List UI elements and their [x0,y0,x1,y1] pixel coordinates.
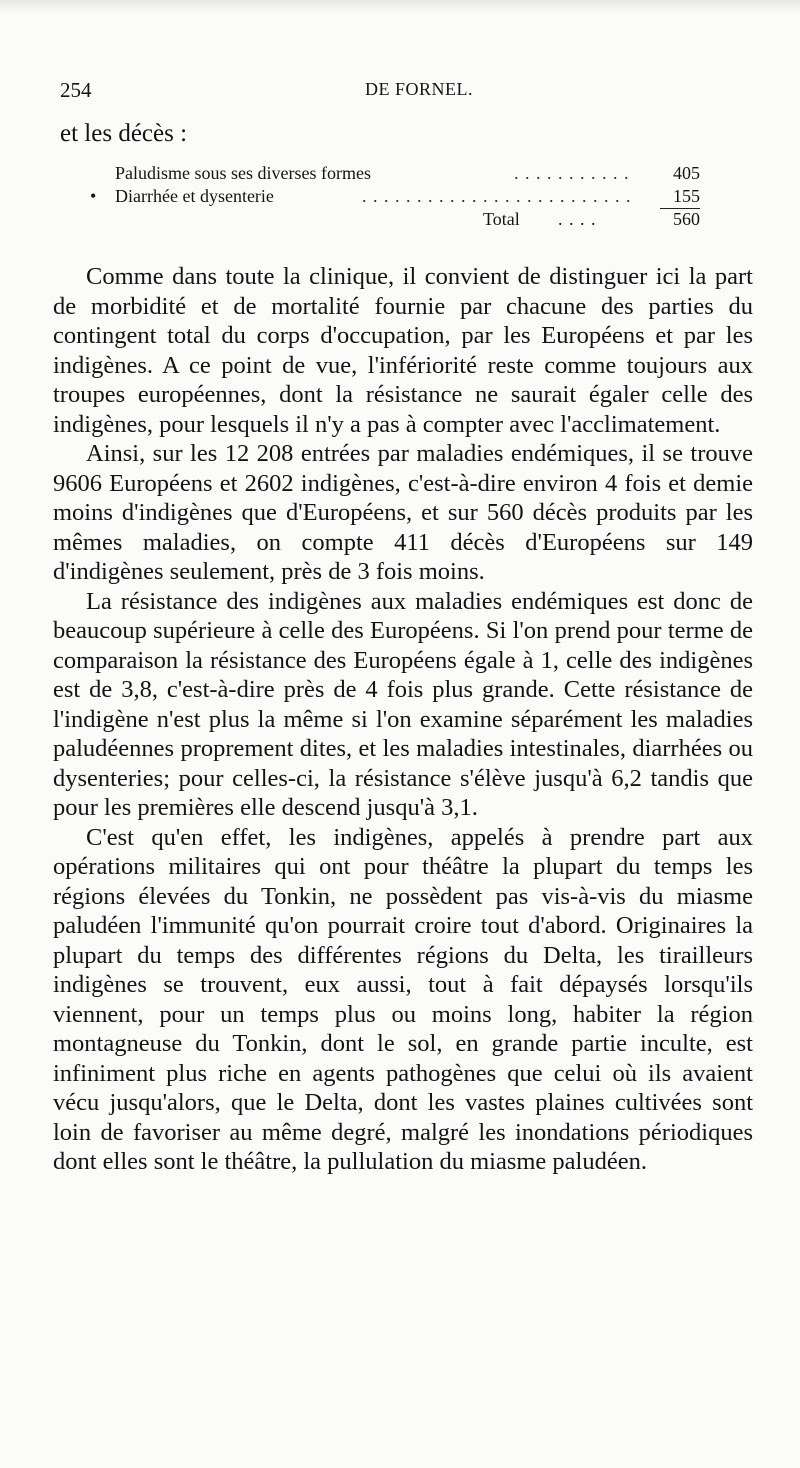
table-row [90,186,700,209]
row-value: 155 [673,186,700,206]
body-text [53,262,753,1177]
table-row [90,163,700,186]
paragraph: Ainsi, sur les 12 208 entrées par maladies endémiques, il se trouve 9606 Européens et 2602 indigènes, c'est-à-dire environ 4 fois et demie moins d'indigènes que d'Européens, et sur 560 décès produits par les mêmes maladies, on compte 411 décès d'Européens sur 149 d'indigènes seulement, près de 3 fois moins. [53,440,753,585]
leader-dots: . . . . . . . . . . . . . . . . . . . . . . . . . [362,186,632,206]
row-label: Paludisme sous ses diverses formes [115,163,371,183]
running-head: DE FORNEL. [365,79,473,99]
page-header [60,78,740,104]
paragraph: Comme dans toute la clinique, il convient de distinguer ici la part de morbidité et de mortalité fournie par chacune des parties du contingent total du corps d'occupation, par les Européens et par les indigènes. A ce point de vue, l'infériorité reste comme toujours aux troupes européennes, dont la résistance ne saurait égaler celle des indigènes, pour lesquels il n'y a pas à compter avec l'acclimatement. [53,263,753,438]
row-value: 405 [673,163,700,183]
paragraph: La résistance des indigènes aux maladies endémiques est donc de beaucoup supérieure à celle des Européens. Si l'on prend pour terme de comparaison la résistance des Européens égale à 1, celle des indigènes est de 3,8, c'est-à-dire près de 4 fois plus grande. Cette résistance de l'indigène n'est plus la même si l'on examine séparément les maladies paludéennes proprement dites, et les maladies intestinales, diarrhées ou dysenteries; pour celles-ci, la résistance s'élève jusqu'à 6,2 tandis que pour les premières elle descend jusqu'à 3,1. [53,587,753,821]
row-label: Diarrhée et dysenterie [115,186,274,206]
total-label: Total [483,209,520,229]
row-bullet: • [90,186,97,206]
total-value: 560 [673,209,700,229]
scan-top-edge [0,0,800,14]
paragraph: C'est qu'en effet, les indigènes, appelés à prendre part aux opérations militaires qui ont pour théâtre la plupart du temps les régions élevées du Tonkin, ne possèdent pas vis-à-vis du miasme paludéen l'immunité qu'on pourrait croire tout d'abord. Originaires la plupart du temps des différentes régions du Delta, les tirailleurs indigènes se trouvent, eux aussi, tout à fait dépaysés lorsqu'ils viennent, pour un temps plus ou moins long, habiter la région montagneuse du Tonkin, dont le sol, en grande partie inculte, est infiniment plus riche en agents pathogènes que celui où ils avaient vécu jusqu'alors, que le Delta, dont les vastes plaines cultivées sont loin de favoriser au même degré, malgré les inondations périodiques dont elles sont le théâtre, la pullulation du miasme paludéen. [53,823,753,1175]
leader-dots: . . . . . . . . . . . [514,163,630,183]
leader-dots: . . . . [558,209,597,229]
intro-line: et les décès : [60,120,188,147]
page-number: 254 [60,78,92,102]
deaths-table [90,163,700,232]
table-total-row [90,209,700,232]
